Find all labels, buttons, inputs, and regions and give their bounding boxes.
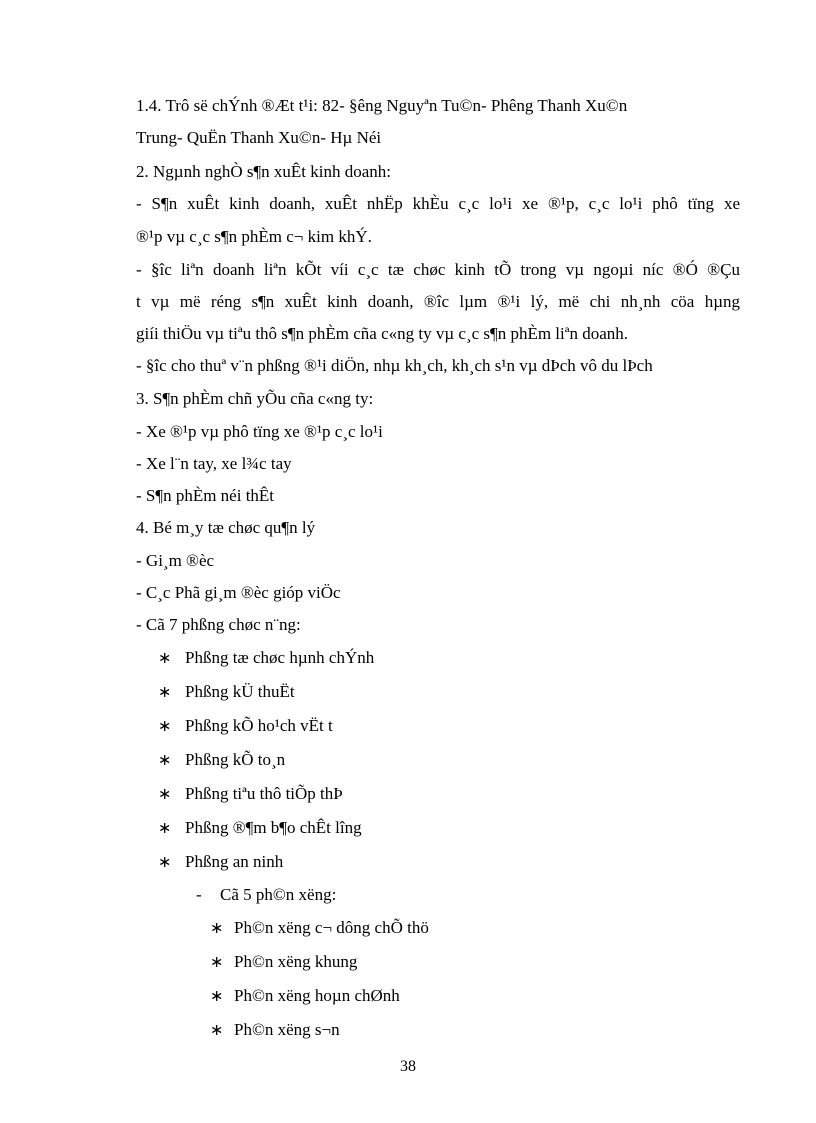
product-item-3: - S¶n phÈm néi thÊt: [136, 486, 275, 505]
joint-venture-line-2: t vµ më réng s¶n xuÊt kinh doanh, ®îc lµm ®¹i lý, më chi nh¸nh cöa hµng: [136, 292, 740, 311]
asterisk-bullet-icon: ∗: [158, 786, 172, 803]
asterisk-bullet-icon: ∗: [158, 650, 172, 667]
asterisk-bullet-icon: ∗: [210, 954, 224, 971]
product-item-2: - Xe l¨n tay, xe l¾c tay: [136, 454, 292, 473]
workshop-item: Ph©n xëng hoµn chØnh: [234, 986, 400, 1005]
joint-venture-line-1: - §îc liªn doanh liªn kÕt víi c¸c tæ chøc kinh tÕ trong vµ ngoµi níc ®Ó ®Çu: [136, 260, 740, 279]
business-line-2: ®¹p vµ c¸c s¶n phÈm c¬ kim khÝ.: [136, 227, 372, 246]
address-line-1: 1.4. Trô së chÝnh ®Æt t¹i: 82- §êng Nguyªn Tu©n- Phêng Thanh Xu©n: [136, 96, 628, 115]
department-item: Phßng ®¶m b¶o chÊt lîng: [185, 818, 362, 837]
section-3-heading: 3. S¶n phÈm chñ yÕu cña c«ng ty:: [136, 389, 374, 408]
business-line-1: - S¶n xuÊt kinh doanh, xuÊt nhËp khÈu c¸c lo¹i xe ®¹p, c¸c lo¹i phô tïng xe: [136, 194, 740, 213]
workshop-item: Ph©n xëng c¬ dông chÕ thö: [234, 918, 429, 937]
org-deputy-directors: - C¸c Phã gi¸m ®èc gióp viÖc: [136, 583, 341, 602]
department-item: Phßng an ninh: [185, 852, 284, 871]
department-item: Phßng kÕ to¸n: [185, 750, 286, 769]
department-item: Phßng tiªu thô tiÕp thÞ: [185, 784, 343, 803]
department-item: Phßng tæ chøc hµnh chÝnh: [185, 648, 375, 667]
asterisk-bullet-icon: ∗: [158, 684, 172, 701]
asterisk-bullet-icon: ∗: [210, 1022, 224, 1039]
section-4-heading: 4. Bé m¸y tæ chøc qu¶n lý: [136, 518, 316, 537]
workshops-heading: Cã 5 ph©n xëng:: [220, 885, 337, 904]
product-item-1: - Xe ®¹p vµ phô tïng xe ®¹p c¸c lo¹i: [136, 422, 383, 441]
asterisk-bullet-icon: ∗: [158, 718, 172, 735]
department-item: Phßng kÕ ho¹ch vËt t: [185, 716, 333, 735]
rental-line: - §îc cho thuª v¨n phßng ®¹i diÖn, nhµ kh¸ch, kh¸ch s¹n vµ dÞch vô du lÞch: [136, 356, 653, 375]
asterisk-bullet-icon: ∗: [210, 920, 224, 937]
page-number: 38: [400, 1058, 416, 1075]
section-2-heading: 2. Ngµnh nghÒ s¶n xuÊt kinh doanh:: [136, 162, 392, 181]
workshop-item: Ph©n xëng s¬n: [234, 1020, 340, 1039]
org-director: - Gi¸m ®èc: [136, 551, 215, 570]
org-departments-heading: - Cã 7 phßng chøc n¨ng:: [136, 615, 301, 634]
asterisk-bullet-icon: ∗: [210, 988, 224, 1005]
asterisk-bullet-icon: ∗: [158, 854, 172, 871]
dash-bullet: -: [196, 885, 202, 904]
joint-venture-line-3: giíi thiÖu vµ tiªu thô s¶n phÈm cña c«ng ty vµ c¸c s¶n phÈm liªn doanh.: [136, 324, 628, 343]
workshop-item: Ph©n xëng khung: [234, 952, 358, 971]
address-line-2: Trung- QuËn Thanh Xu©n- Hµ Néi: [136, 128, 382, 147]
asterisk-bullet-icon: ∗: [158, 752, 172, 769]
asterisk-bullet-icon: ∗: [158, 820, 172, 837]
department-item: Phßng kÜ thuËt: [185, 682, 295, 701]
